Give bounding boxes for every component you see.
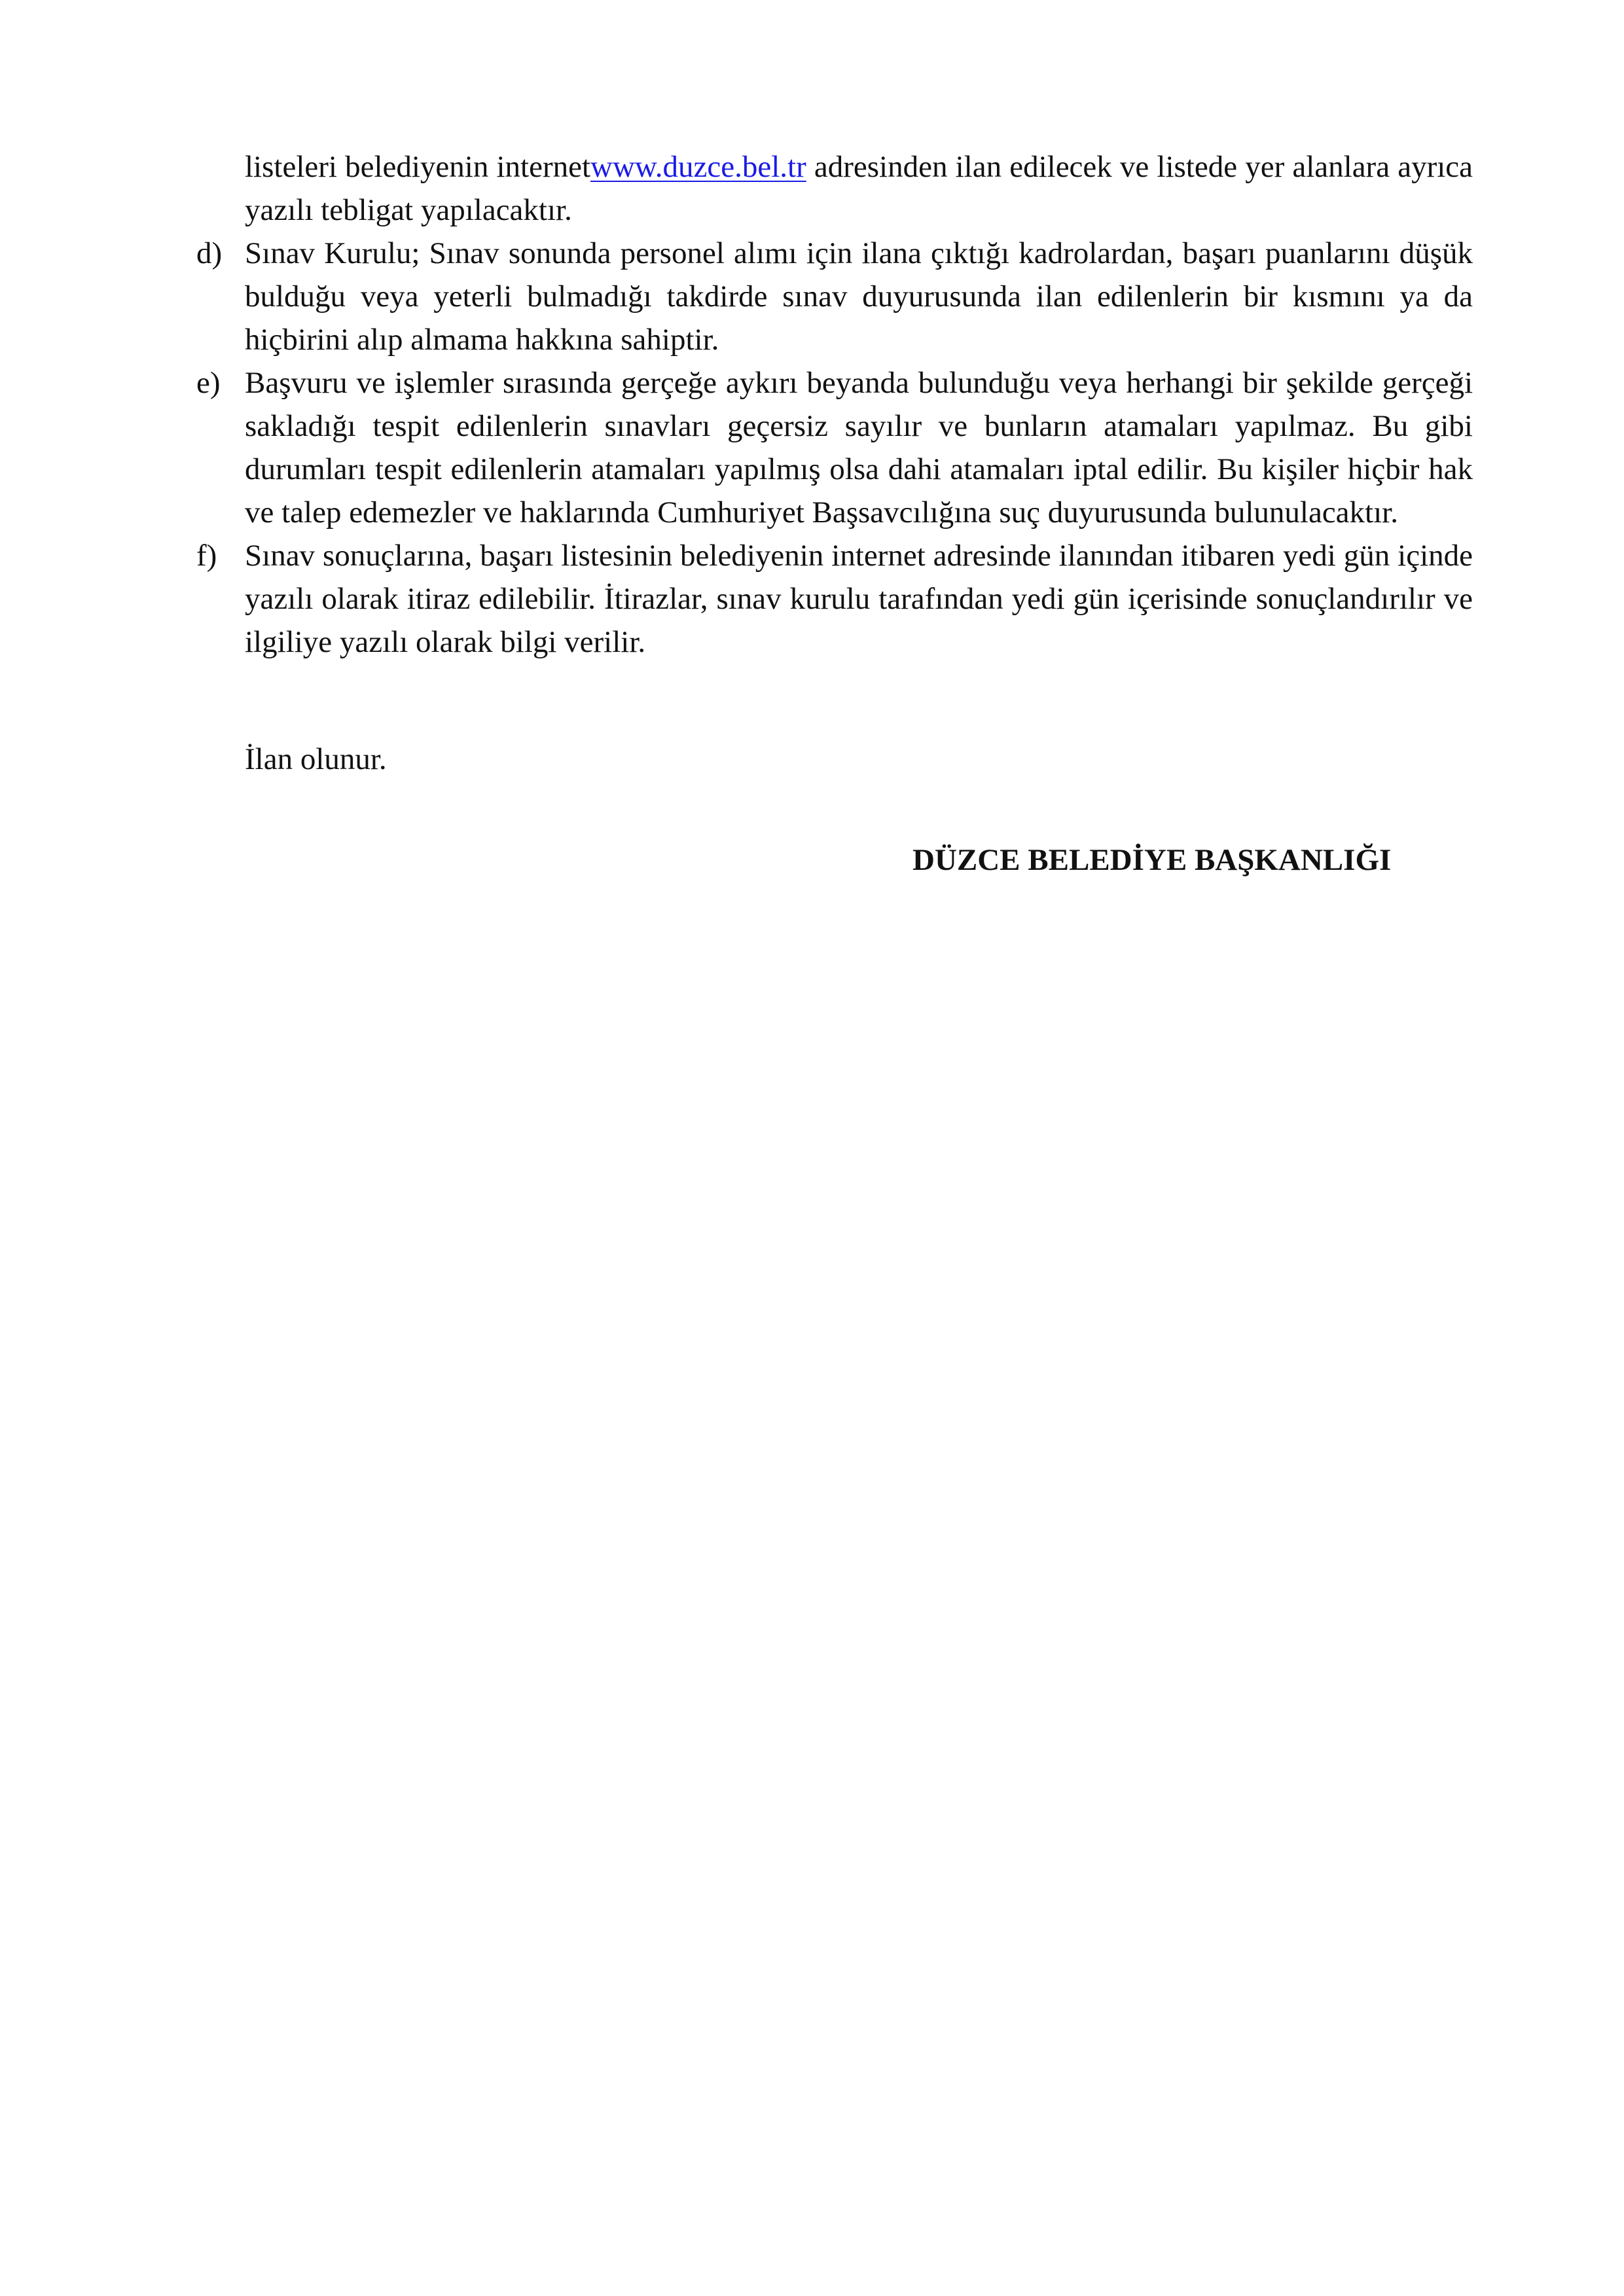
signature-block: DÜZCE BELEDİYE BAŞKANLIĞI: [912, 843, 1392, 877]
list-item-e: [196, 361, 1473, 534]
document-body: [196, 145, 1473, 664]
list-item-text-e: Başvuru ve işlemler sırasında gerçeğe aykırı beyanda bulunduğu veya herhangi bir şekilde gerçeği sakladığı tespit edilenlerin sınavları geçersiz sayılır ve bunların atamaları yapılmaz. Bu gibi durumları tespit edilenlerin atamaları yapılmış olsa dahi atamaları iptal edilir. Bu kişiler hiçbir hak ve talep edemezler ve haklarında Cumhuriyet Başsavcılığına suç duyurusunda bulunulacaktır.: [245, 366, 1473, 529]
list-marker-f: f): [196, 539, 217, 573]
list-item-text-f: Sınav sonuçlarına, başarı listesinin belediyenin internet adresinde ilanından itibaren yedi gün içinde yazılı olarak itiraz edilebilir. İtirazlar, sınav kurulu tarafından yedi gün içerisinde sonuçlandırılır ve ilgiliye yazılı olarak bilgi verilir.: [245, 539, 1473, 659]
website-link[interactable]: www.duzce.bel.tr: [590, 150, 806, 184]
list-marker-e: e): [196, 366, 221, 400]
intro-text-end: adresinden ilan edilecek ve listede yer alanlara ayrıca yazılı tebligat yapılacaktır.: [245, 150, 1473, 227]
intro-text-start: listeleri belediyenin internet: [245, 150, 591, 184]
list-marker-d: d): [196, 236, 223, 270]
intro-paragraph: [196, 145, 1473, 232]
list-item-d: [196, 232, 1473, 361]
list-item-text-d: Sınav Kurulu; Sınav sonunda personel alımı için ilana çıktığı kadrolardan, başarı puanlarını düşük bulduğu veya yeterli bulmadığı takdirde sınav duyurusunda ilan edilenlerin bir kısmını ya da hiçbirini alıp almama hakkına sahiptir.: [245, 236, 1473, 357]
list-item-f: [196, 534, 1473, 664]
closing-line: İlan olunur.: [245, 742, 387, 776]
